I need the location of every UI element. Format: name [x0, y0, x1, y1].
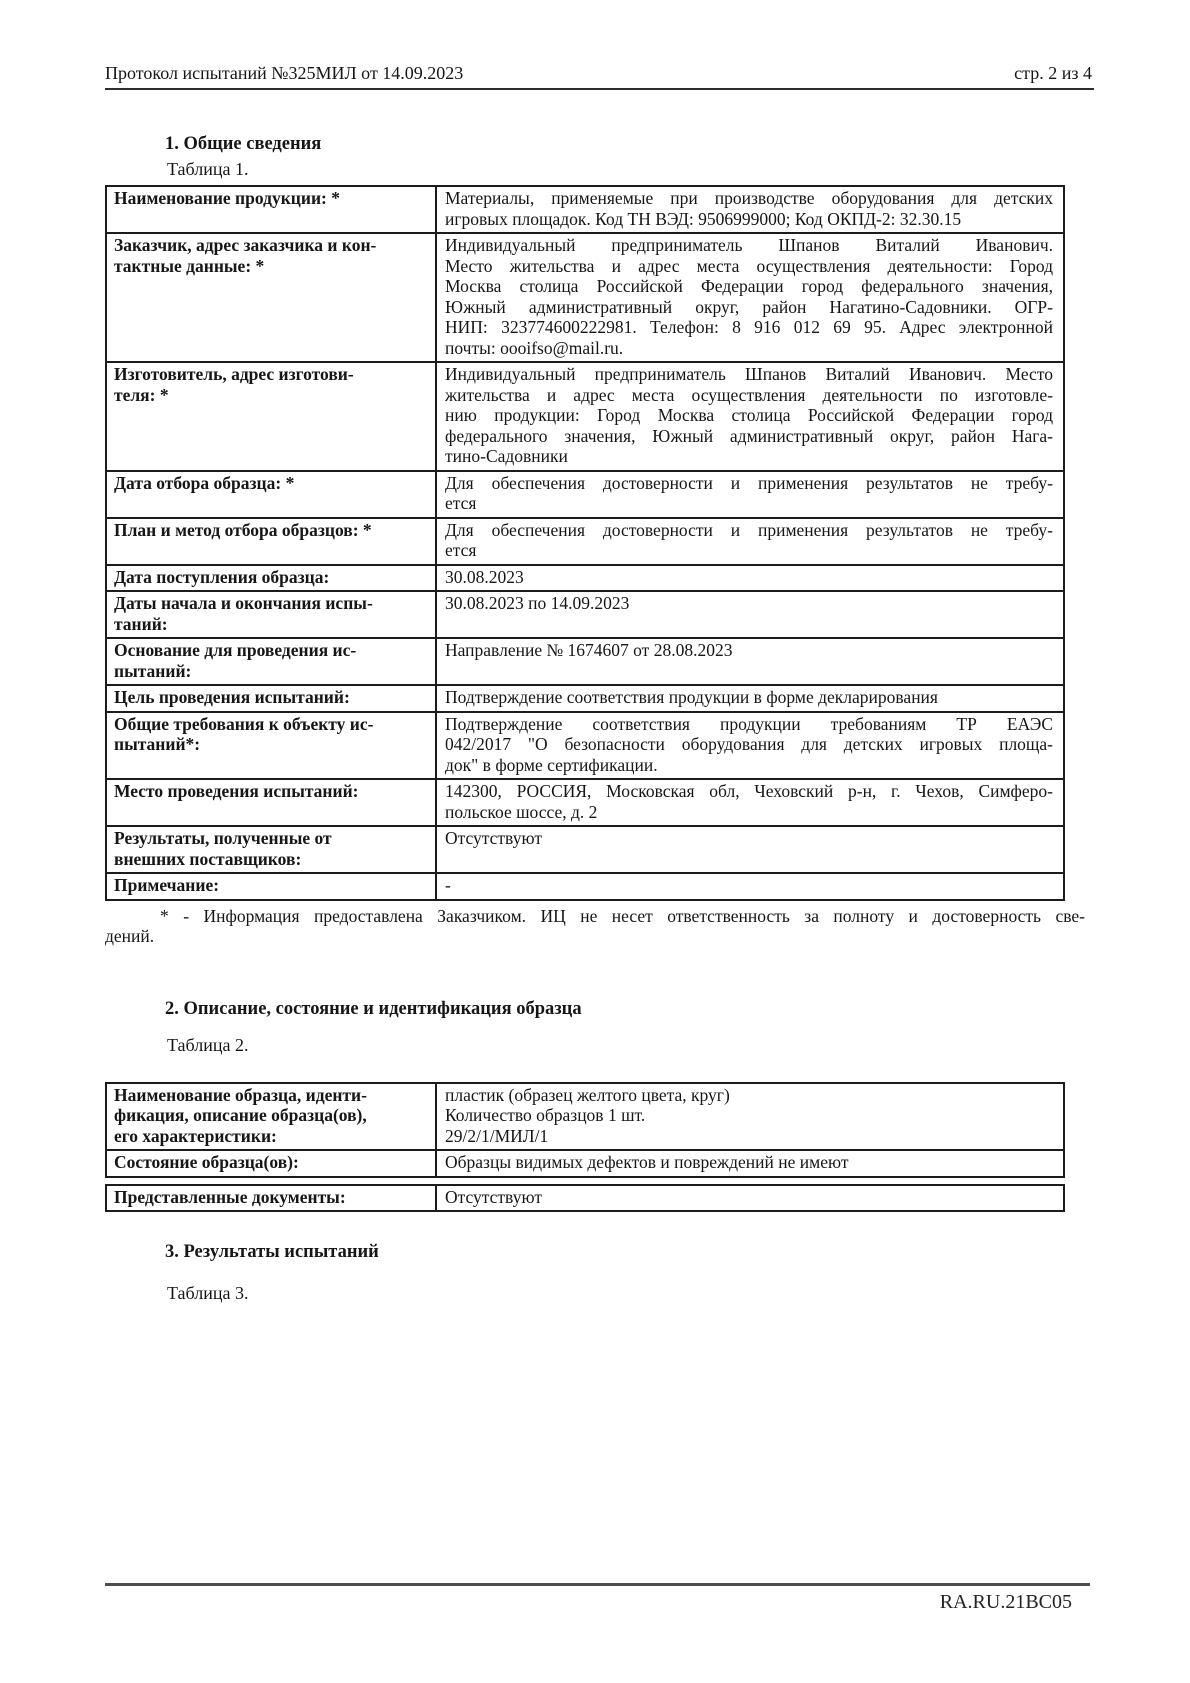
text-line: Цель проведения испытаний: — [114, 687, 350, 707]
row-label-cell — [106, 1150, 436, 1177]
text-line: Подтверждение соответствия продукции требованиям ТР ЕАЭС — [445, 713, 1053, 734]
text-line: нию продукции: Город Москва столица Российской Федерации город — [445, 405, 1053, 425]
row-label-cell — [106, 1083, 436, 1151]
table-row — [106, 712, 1064, 780]
text-line: Даты начала и окончания испы- — [114, 593, 373, 613]
text-line: Индивидуальный предприниматель Шпанов Виталий Иванович. Место — [445, 364, 1053, 384]
table-row — [106, 826, 1064, 873]
table-row — [106, 362, 1064, 471]
row-label-cell — [106, 565, 436, 592]
row-value-cell — [436, 591, 1064, 638]
table-row — [106, 1083, 1064, 1151]
row-value-cell — [436, 712, 1064, 780]
text-line: Подтверждение соответствия продукции в форме декларирования — [445, 687, 938, 707]
text-line: его характеристики: — [114, 1125, 277, 1146]
row-label-cell — [106, 471, 436, 518]
text-line: 042/2017 "О безопасности оборудования для детских игровых площа- — [445, 734, 1053, 754]
footnote — [105, 906, 1085, 947]
row-label-cell — [106, 591, 436, 638]
row-value-cell — [436, 826, 1064, 873]
row-value-cell — [436, 565, 1064, 592]
row-value-cell — [436, 518, 1064, 565]
row-label-cell — [106, 1185, 436, 1212]
text-line: 142300, РОССИЯ, Московская обл, Чеховский р-н, г. Чехов, Симферо- — [445, 781, 1053, 801]
row-value-cell — [436, 362, 1064, 471]
text-line: теля: * — [114, 384, 169, 405]
row-value-cell — [436, 471, 1064, 518]
text-line: таний: — [114, 613, 168, 634]
text-line: пытаний: — [114, 660, 192, 681]
row-value-cell — [436, 1185, 1064, 1212]
text-line: Примечание: — [114, 875, 220, 895]
text-line: Образцы видимых дефектов и повреждений не имеют — [445, 1152, 849, 1172]
table-row — [106, 186, 1064, 233]
text-line: пластик (образец желтого цвета, круг) — [445, 1084, 730, 1105]
text-line: 30.08.2023 — [445, 566, 524, 587]
document-body — [105, 126, 1085, 1309]
row-label-cell — [106, 362, 436, 471]
table-row — [106, 518, 1064, 565]
text-line: Для обеспечения достоверности и применения результатов не требу- — [445, 519, 1053, 540]
footer-rule — [105, 1583, 1090, 1586]
table-row — [106, 1185, 1064, 1212]
text-line: Отсутствуют — [445, 1186, 542, 1207]
row-value-cell — [436, 1083, 1064, 1151]
text-line: жительства и адрес места осуществления деятельности по изготовле- — [445, 384, 1053, 405]
header-rule — [105, 88, 1094, 90]
accreditation-code: RA.RU.21BC05 — [939, 1591, 1072, 1613]
row-value-cell — [436, 1150, 1064, 1177]
text-line: Изготовитель, адрес изготови- — [114, 364, 354, 384]
text-line: ется — [445, 540, 477, 560]
row-label-cell — [106, 712, 436, 780]
table-row — [106, 233, 1064, 362]
text-line: игровых площадок. Код ТН ВЭД: 9506999000; Код ОКПД-2: 32.30.15 — [445, 208, 962, 229]
row-label-cell — [106, 186, 436, 233]
page-indicator: стр. 2 из 4 — [1014, 63, 1092, 83]
text-line: Москва столица Российской Федерации город федерального значения, — [445, 276, 1053, 296]
text-line: Основание для проведения ис- — [114, 640, 357, 660]
row-value-cell — [436, 685, 1064, 712]
row-label-cell — [106, 685, 436, 712]
text-line: Состояние образца(ов): — [114, 1152, 299, 1172]
row-label-cell — [106, 779, 436, 826]
text-line: Общие требования к объекту ис- — [114, 713, 374, 734]
row-label-cell — [106, 638, 436, 685]
text-line: 30.08.2023 по 14.09.2023 — [445, 593, 630, 613]
sample-table-main — [105, 1082, 1065, 1178]
text-line: Направление № 1674607 от 28.08.2023 — [445, 640, 733, 660]
text-line: Дата отбора образца: * — [114, 472, 295, 493]
text-line: тино-Садовники — [445, 446, 568, 466]
table-row — [106, 591, 1064, 638]
text-line: Отсутствуют — [445, 828, 542, 848]
text-line: польское шоссе, д. 2 — [445, 801, 598, 822]
row-value-cell — [436, 779, 1064, 826]
general-info-table — [105, 185, 1065, 901]
text-line: федерального значения, Южный административный округ, район Нага- — [445, 425, 1053, 446]
text-line: почты: oooifso@mail.ru. — [445, 337, 624, 358]
table-1-caption: Таблица 1. — [167, 158, 249, 179]
sample-table-tail — [105, 1184, 1065, 1213]
row-value-cell — [436, 233, 1064, 362]
table-row — [106, 685, 1064, 712]
text-line: Место жительства и адрес места осуществления деятельности: Город — [445, 255, 1053, 276]
text-line: Количество образцов 1 шт. — [445, 1105, 646, 1125]
row-value-cell — [436, 873, 1064, 900]
text-line: док" в форме сертификации. — [445, 754, 658, 775]
table-2-caption: Таблица 2. — [167, 1035, 249, 1055]
text-line: Наименование образца, иденти- — [114, 1084, 367, 1105]
table-row — [106, 565, 1064, 592]
table-row — [106, 779, 1064, 826]
row-label-cell — [106, 873, 436, 900]
table-row — [106, 471, 1064, 518]
table-3-caption: Таблица 3. — [167, 1282, 249, 1303]
text-line: * - Информация предоставлена Заказчиком. ИЦ не несет ответственность за полноту и достоверность све- — [160, 905, 1085, 926]
text-line: План и метод отбора образцов: * — [114, 519, 372, 540]
text-line: пытаний*: — [114, 734, 201, 754]
text-line: - — [445, 875, 451, 895]
text-line: Заказчик, адрес заказчика и кон- — [114, 235, 377, 255]
table-row — [106, 873, 1064, 900]
row-label-cell — [106, 518, 436, 565]
section-1-heading: 1. Общие сведения — [165, 134, 322, 154]
text-line: тактные данные: * — [114, 255, 265, 276]
section-2-heading: 2. Описание, состояние и идентификация образца — [165, 998, 582, 1019]
table-row — [106, 1150, 1064, 1177]
text-line: внешних поставщиков: — [114, 848, 302, 869]
row-label-cell — [106, 233, 436, 362]
table-row — [106, 638, 1064, 685]
text-line: 29/2/1/МИЛ/1 — [445, 1125, 549, 1146]
text-line: Дата поступления образца: — [114, 566, 330, 587]
text-line: Место проведения испытаний: — [114, 781, 359, 801]
text-line: Южный административный округ, район Нагатино-Садовники. ОГР- — [445, 296, 1053, 317]
text-line: Наименование продукции: * — [114, 188, 340, 208]
text-line: дений. — [105, 926, 155, 946]
text-line: Материалы, применяемые при производстве оборудования для детских — [445, 188, 1053, 208]
doc-title: Протокол испытаний №325МИЛ от 14.09.2023 — [105, 63, 464, 83]
text-line: Для обеспечения достоверности и применения результатов не требу- — [445, 472, 1053, 493]
text-line: ется — [445, 493, 477, 513]
row-value-cell — [436, 186, 1064, 233]
text-line: Результаты, полученные от — [114, 828, 332, 848]
text-line: НИП: 323774600222981. Телефон: 8 916 012 69 95. Адрес электронной — [445, 317, 1053, 337]
text-line: Представленные документы: — [114, 1186, 346, 1207]
text-line: Индивидуальный предприниматель Шпанов Виталий Иванович. — [445, 235, 1053, 255]
page-header — [105, 63, 1092, 84]
row-value-cell — [436, 638, 1064, 685]
text-line: фикация, описание образца(ов), — [114, 1105, 367, 1125]
row-label-cell — [106, 826, 436, 873]
section-3-heading: 3. Результаты испытаний — [165, 1242, 379, 1262]
